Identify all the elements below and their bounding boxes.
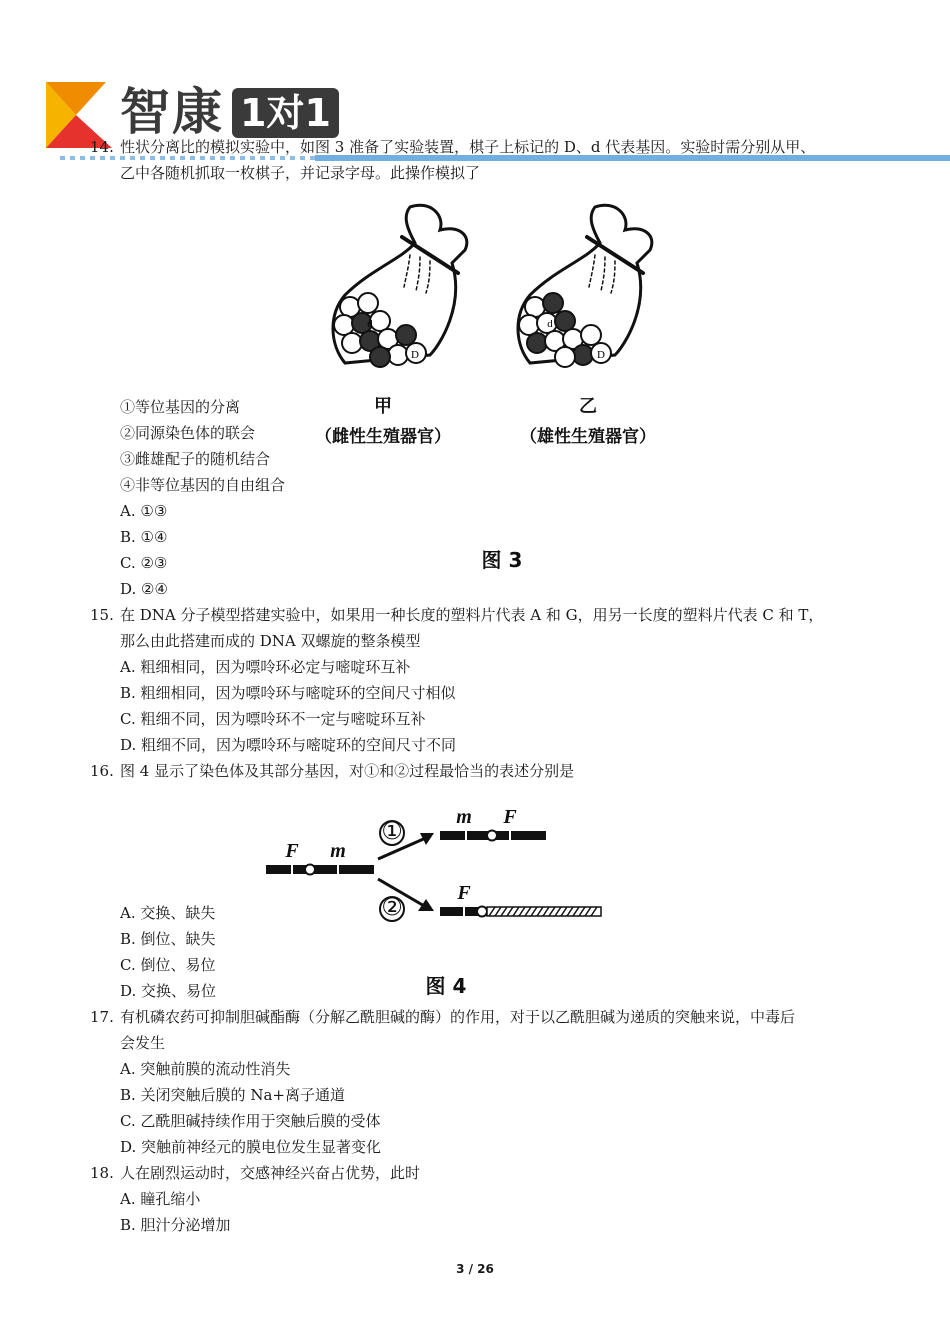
figure-4-caption: 图 4 — [425, 974, 467, 998]
bag-right-name: 乙 — [579, 396, 597, 417]
gene-m-label-result-1: m — [456, 806, 472, 828]
q14-number: 14. — [90, 138, 114, 156]
q16-option-d: D. 交换、易位 — [120, 982, 217, 1000]
q14-item-1: ①等位基因的分离 — [120, 398, 241, 416]
bag-right-ball-letter-2: D — [597, 349, 605, 361]
chromosome-result-1 — [440, 829, 546, 842]
q16-option-b: B. 倒位、缺失 — [120, 930, 216, 948]
q16-stem-line-1: 图 4 显示了染色体及其部分基因，对①和②过程最恰当的表述分别是 — [120, 762, 575, 780]
q18-number: 18. — [90, 1164, 114, 1182]
gene-f-label-result-2: F — [457, 882, 471, 904]
gene-f-label-result-1: F — [503, 806, 517, 828]
q17-stem-line-2: 会发生 — [120, 1034, 166, 1052]
bag-left-ball-letter-2: D — [411, 349, 419, 361]
q16-option-c: C. 倒位、易位 — [120, 956, 216, 974]
chromosome-result-2 — [440, 905, 601, 918]
q15-number: 15. — [90, 606, 114, 624]
q17-option-c: C. 乙酰胆碱持续作用于突触后膜的受体 — [120, 1112, 381, 1130]
logo-text: 智康 — [120, 83, 224, 141]
q17-option-a: A. 突触前膜的流动性消失 — [120, 1060, 291, 1078]
q14-item-4: ④非等位基因的自由组合 — [120, 476, 286, 494]
q14-stem-line-2: 乙中各随机抓取一枚棋子，并记录字母。此操作模拟了 — [120, 164, 481, 182]
gene-m-label-original: m — [330, 840, 346, 862]
q15-option-c: C. 粗细不同，因为嘌呤环不一定与嘧啶环互补 — [120, 710, 426, 728]
chromosome-original — [266, 863, 374, 876]
q15-option-d: D. 粗细不同，因为嘌呤环与嘧啶环的空间尺寸不同 — [120, 736, 457, 754]
q16-option-a: A. 交换、缺失 — [120, 904, 216, 922]
q14-option-a: A. ①③ — [120, 502, 168, 520]
q15-stem-line-1: 在 DNA 分子模型搭建实验中，如果用一种长度的塑料片代表 A 和 G，用另一长度的塑料片代表 C 和 T， — [120, 606, 824, 624]
bag-left-name: 甲 — [374, 396, 392, 417]
page-number: 3 / 26 — [456, 1262, 494, 1276]
step-1-label: ① — [381, 817, 403, 845]
gene-f-label-original: F — [285, 840, 299, 862]
q18-option-a: A. 瞳孔缩小 — [120, 1190, 201, 1208]
q14-item-3: ③雌雄配子的随机结合 — [120, 450, 271, 468]
q14-stem-line-1: 性状分离比的模拟实验中，如图 3 准备了实验装置，棋子上标记的 D、d 代表基因。实验时需分别从甲、 — [120, 138, 816, 156]
q17-option-d: D. 突触前神经元的膜电位发生显著变化 — [120, 1138, 382, 1156]
q15-option-a: A. 粗细相同，因为嘌呤环必定与嘧啶环互补 — [120, 658, 411, 676]
q18-option-b: B. 胆汁分泌增加 — [120, 1216, 231, 1234]
q17-option-b: B. 关闭突触后膜的 Na+离子通道 — [120, 1086, 345, 1104]
q17-number: 17. — [90, 1008, 114, 1026]
q15-option-b: B. 粗细相同，因为嘌呤环与嘧啶环的空间尺寸相似 — [120, 684, 456, 702]
figure-3-caption: 图 3 — [481, 548, 523, 572]
q14-option-c: C. ②③ — [120, 554, 168, 572]
q14-option-d: D. ②④ — [120, 580, 168, 598]
logo-badge: 1对1 — [232, 88, 339, 138]
q16-number: 16. — [90, 762, 114, 780]
bag-left-ball-letter-1: d — [367, 318, 373, 330]
bag-right-caption: （雄性生殖器官） — [520, 427, 656, 447]
step-2-label: ② — [381, 893, 403, 921]
figure-4 — [260, 795, 620, 1005]
q14-item-2: ②同源染色体的联会 — [120, 424, 256, 442]
q15-stem-line-2: 那么由此搭建而成的 DNA 双螺旋的整条模型 — [120, 632, 421, 650]
bag-left-caption: （雌性生殖器官） — [315, 427, 451, 447]
bag-right-ball-letter-1: d — [547, 318, 553, 330]
q14-option-b: B. ①④ — [120, 528, 168, 546]
figure-3 — [290, 195, 690, 575]
q18-stem-line-1: 人在剧烈运动时，交感神经兴奋占优势，此时 — [120, 1164, 421, 1182]
q17-stem-line-1: 有机磷农药可抑制胆碱酯酶（分解乙酰胆碱的酶）的作用，对于以乙酰胆碱为递质的突触来说，中毒后 — [120, 1008, 796, 1026]
